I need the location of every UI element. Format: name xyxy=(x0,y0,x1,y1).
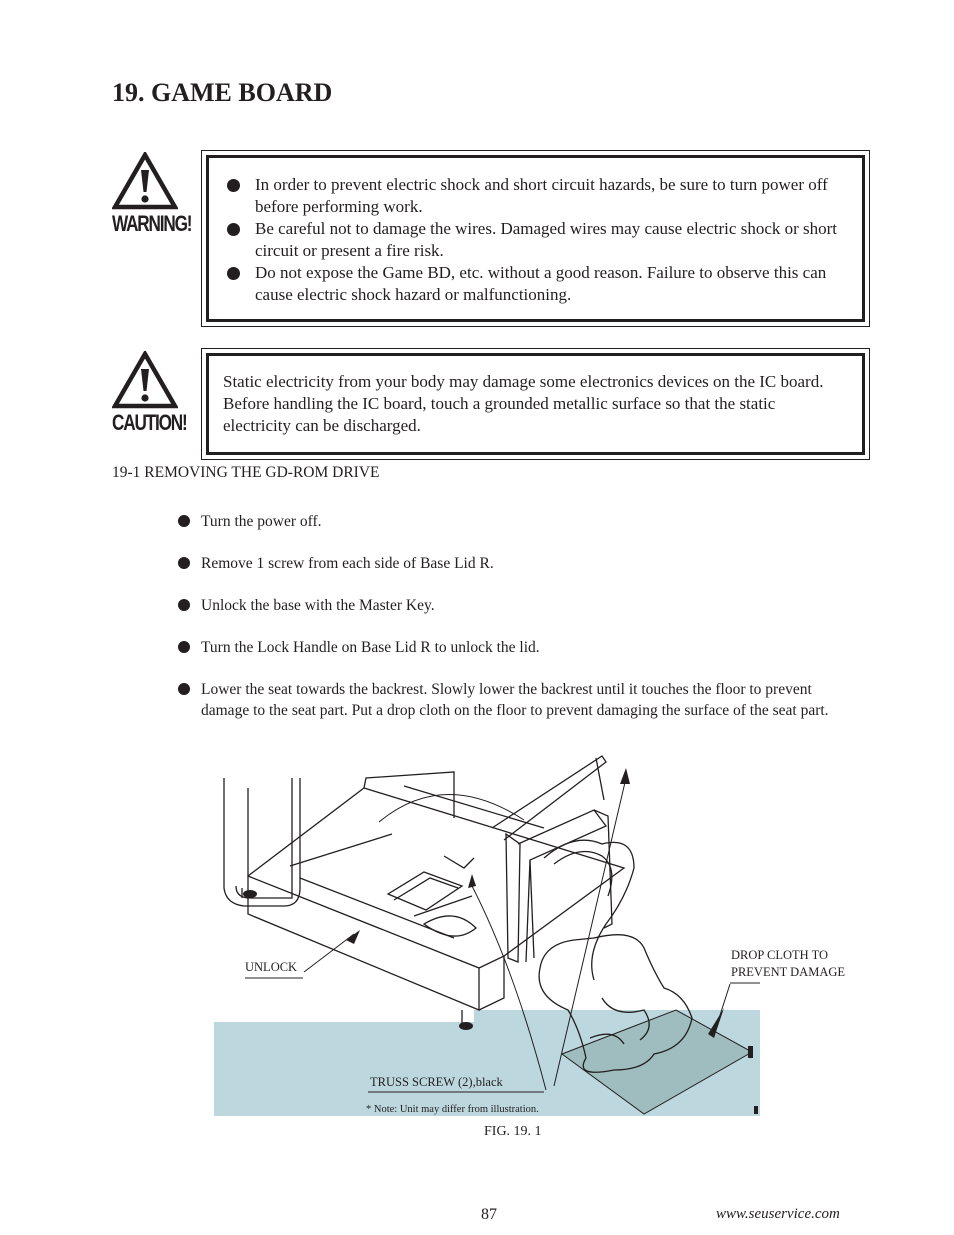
list-item: Turn the power off. xyxy=(178,511,863,532)
bullet-icon xyxy=(178,515,190,527)
bullet-icon xyxy=(178,599,190,611)
bullet-icon xyxy=(178,683,190,695)
warning-label: WARNING! xyxy=(112,211,192,236)
list-item: Turn the Lock Handle on Base Lid R to unlock the lid. xyxy=(178,637,863,658)
bullet-icon xyxy=(178,641,190,653)
warning-triangle-icon xyxy=(112,152,178,210)
website-link[interactable]: www.seuservice.com xyxy=(716,1206,840,1222)
caution-text: Static electricity from your body may damage some electronics devices on the IC board. Before handling the IC board, touch a grounded metallic surface so that the static electricity can be discharged. xyxy=(223,372,824,435)
figure-caption: FIG. 19. 1 xyxy=(484,1124,542,1139)
drop-cloth-label-line2: PREVENT DAMAGE xyxy=(731,965,846,979)
warning-item: Do not expose the Game BD, etc. without a good reason. Failure to observe this can cause electric shock hazard or malfunctioning. xyxy=(227,262,842,306)
page-number: 87 xyxy=(481,1206,497,1223)
caution-box xyxy=(201,348,870,460)
foot xyxy=(243,890,257,898)
warning-triangle-icon xyxy=(112,351,178,409)
section-heading: 19-1 REMOVING THE GD-ROM DRIVE xyxy=(112,464,380,481)
bullet-icon xyxy=(227,179,240,192)
list-item: Lower the seat towards the backrest. Slowly lower the backrest until it touches the floor to prevent damage to the seat part. Put a drop cloth on the floor to prevent damaging the surface of the seat part. xyxy=(178,679,863,721)
warning-icon-block xyxy=(112,152,192,237)
caution-label: CAUTION! xyxy=(112,410,187,435)
warning-list xyxy=(227,174,842,306)
list-item: Remove 1 screw from each side of Base Lid R. xyxy=(178,553,863,574)
page-title: 19. GAME BOARD xyxy=(112,78,333,107)
list-item: Unlock the base with the Master Key. xyxy=(178,595,863,616)
bullet-icon xyxy=(227,267,240,280)
bullet-icon xyxy=(227,223,240,236)
truss-screw-label: TRUSS SCREW (2),black xyxy=(370,1075,503,1089)
warning-item: Be careful not to damage the wires. Damaged wires may cause electric shock or short circuit or present a fire risk. xyxy=(227,218,842,262)
caution-icon-block xyxy=(112,351,187,436)
warning-item: In order to prevent electric shock and short circuit hazards, be sure to turn power off before performing work. xyxy=(227,174,842,218)
drop-cloth-label: DROP CLOTH TO xyxy=(731,948,829,962)
step-list xyxy=(178,511,863,742)
warning-box xyxy=(201,150,870,327)
bullet-icon xyxy=(178,557,190,569)
figure-note: * Note: Unit may differ from illustration. xyxy=(366,1104,539,1115)
unlock-label: UNLOCK xyxy=(245,960,298,974)
foot xyxy=(459,1022,473,1030)
cabinet-illustration xyxy=(214,748,760,1116)
